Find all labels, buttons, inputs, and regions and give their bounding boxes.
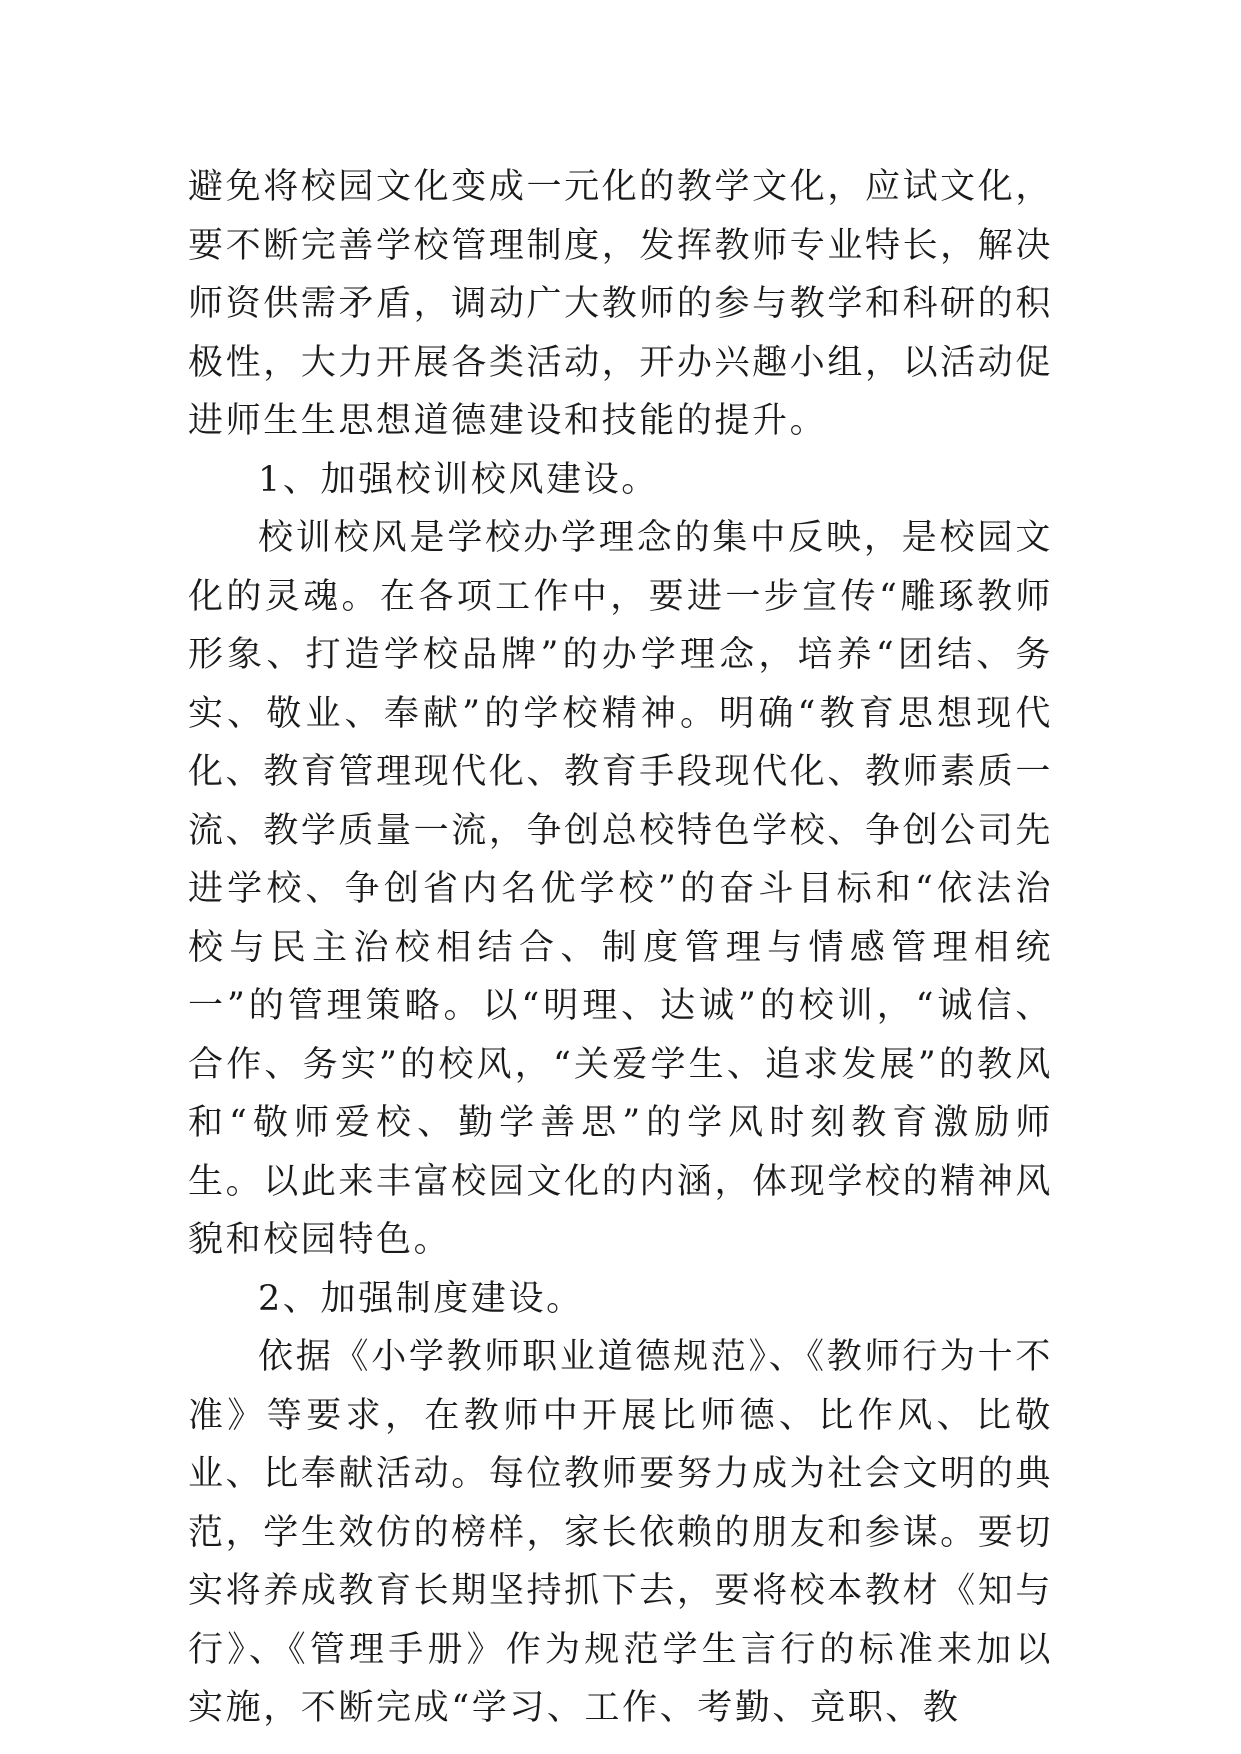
body-text: [188, 158, 1053, 1738]
section-heading-2: 2、加强制度建设。: [258, 1278, 584, 1319]
paragraph-intro: 避免将校园文化变成一元化的教学文化，应试文化，要不断完善学校管理制度，发挥教师专业特长，解决师资供需矛盾，调动广大教师的参与教学和科研的积极性，大力开展各类活动，开办兴趣小组，以活动促进师生生思想道德建设和技能的提升。: [188, 167, 1053, 441]
paragraph-rules: 依据《小学教师职业道德规范》、《教师行为十不准》等要求，在教师中开展比师德、比作风、比敬业、比奉献活动。每位教师要努力成为社会文明的典范，学生效仿的榜样，家长依赖的朋友和参谋。要切实将养成教育长期坚持抓下去，要将校本教材《知与行》、《管理手册》作为规范学生言行的标准来加以实施，不断完成“学习、工作、考勤、竞职、教: [188, 1337, 1053, 1728]
section-heading-1: 1、加强校训校风建设。: [258, 459, 659, 500]
paragraph-school-motto: 校训校风是学校办学理念的集中反映，是校园文化的灵魂。在各项工作中，要进一步宣传“雕琢教师形象、打造学校品牌”的办学理念，培养“团结、务实、敬业、奉献”的学校精神。明确“教育思想现代化、教育管理现代化、教育手段现代化、教师素质一流、教学质量一流，争创总校特色学校、争创公司先进学校、争创省内名优学校”的奋斗目标和“依法治校与民主治校相结合、制度管理与情感管理相统一”的管理策略。以“明理、达诚”的校训，“诚信、合作、务实”的校风，“关爱学生、追求发展”的教风和“敬师爱校、勤学善思”的学风时刻教育激励师生。以此来丰富校园文化的内涵，体现学校的精神风貌和校园特色。: [188, 518, 1053, 1260]
